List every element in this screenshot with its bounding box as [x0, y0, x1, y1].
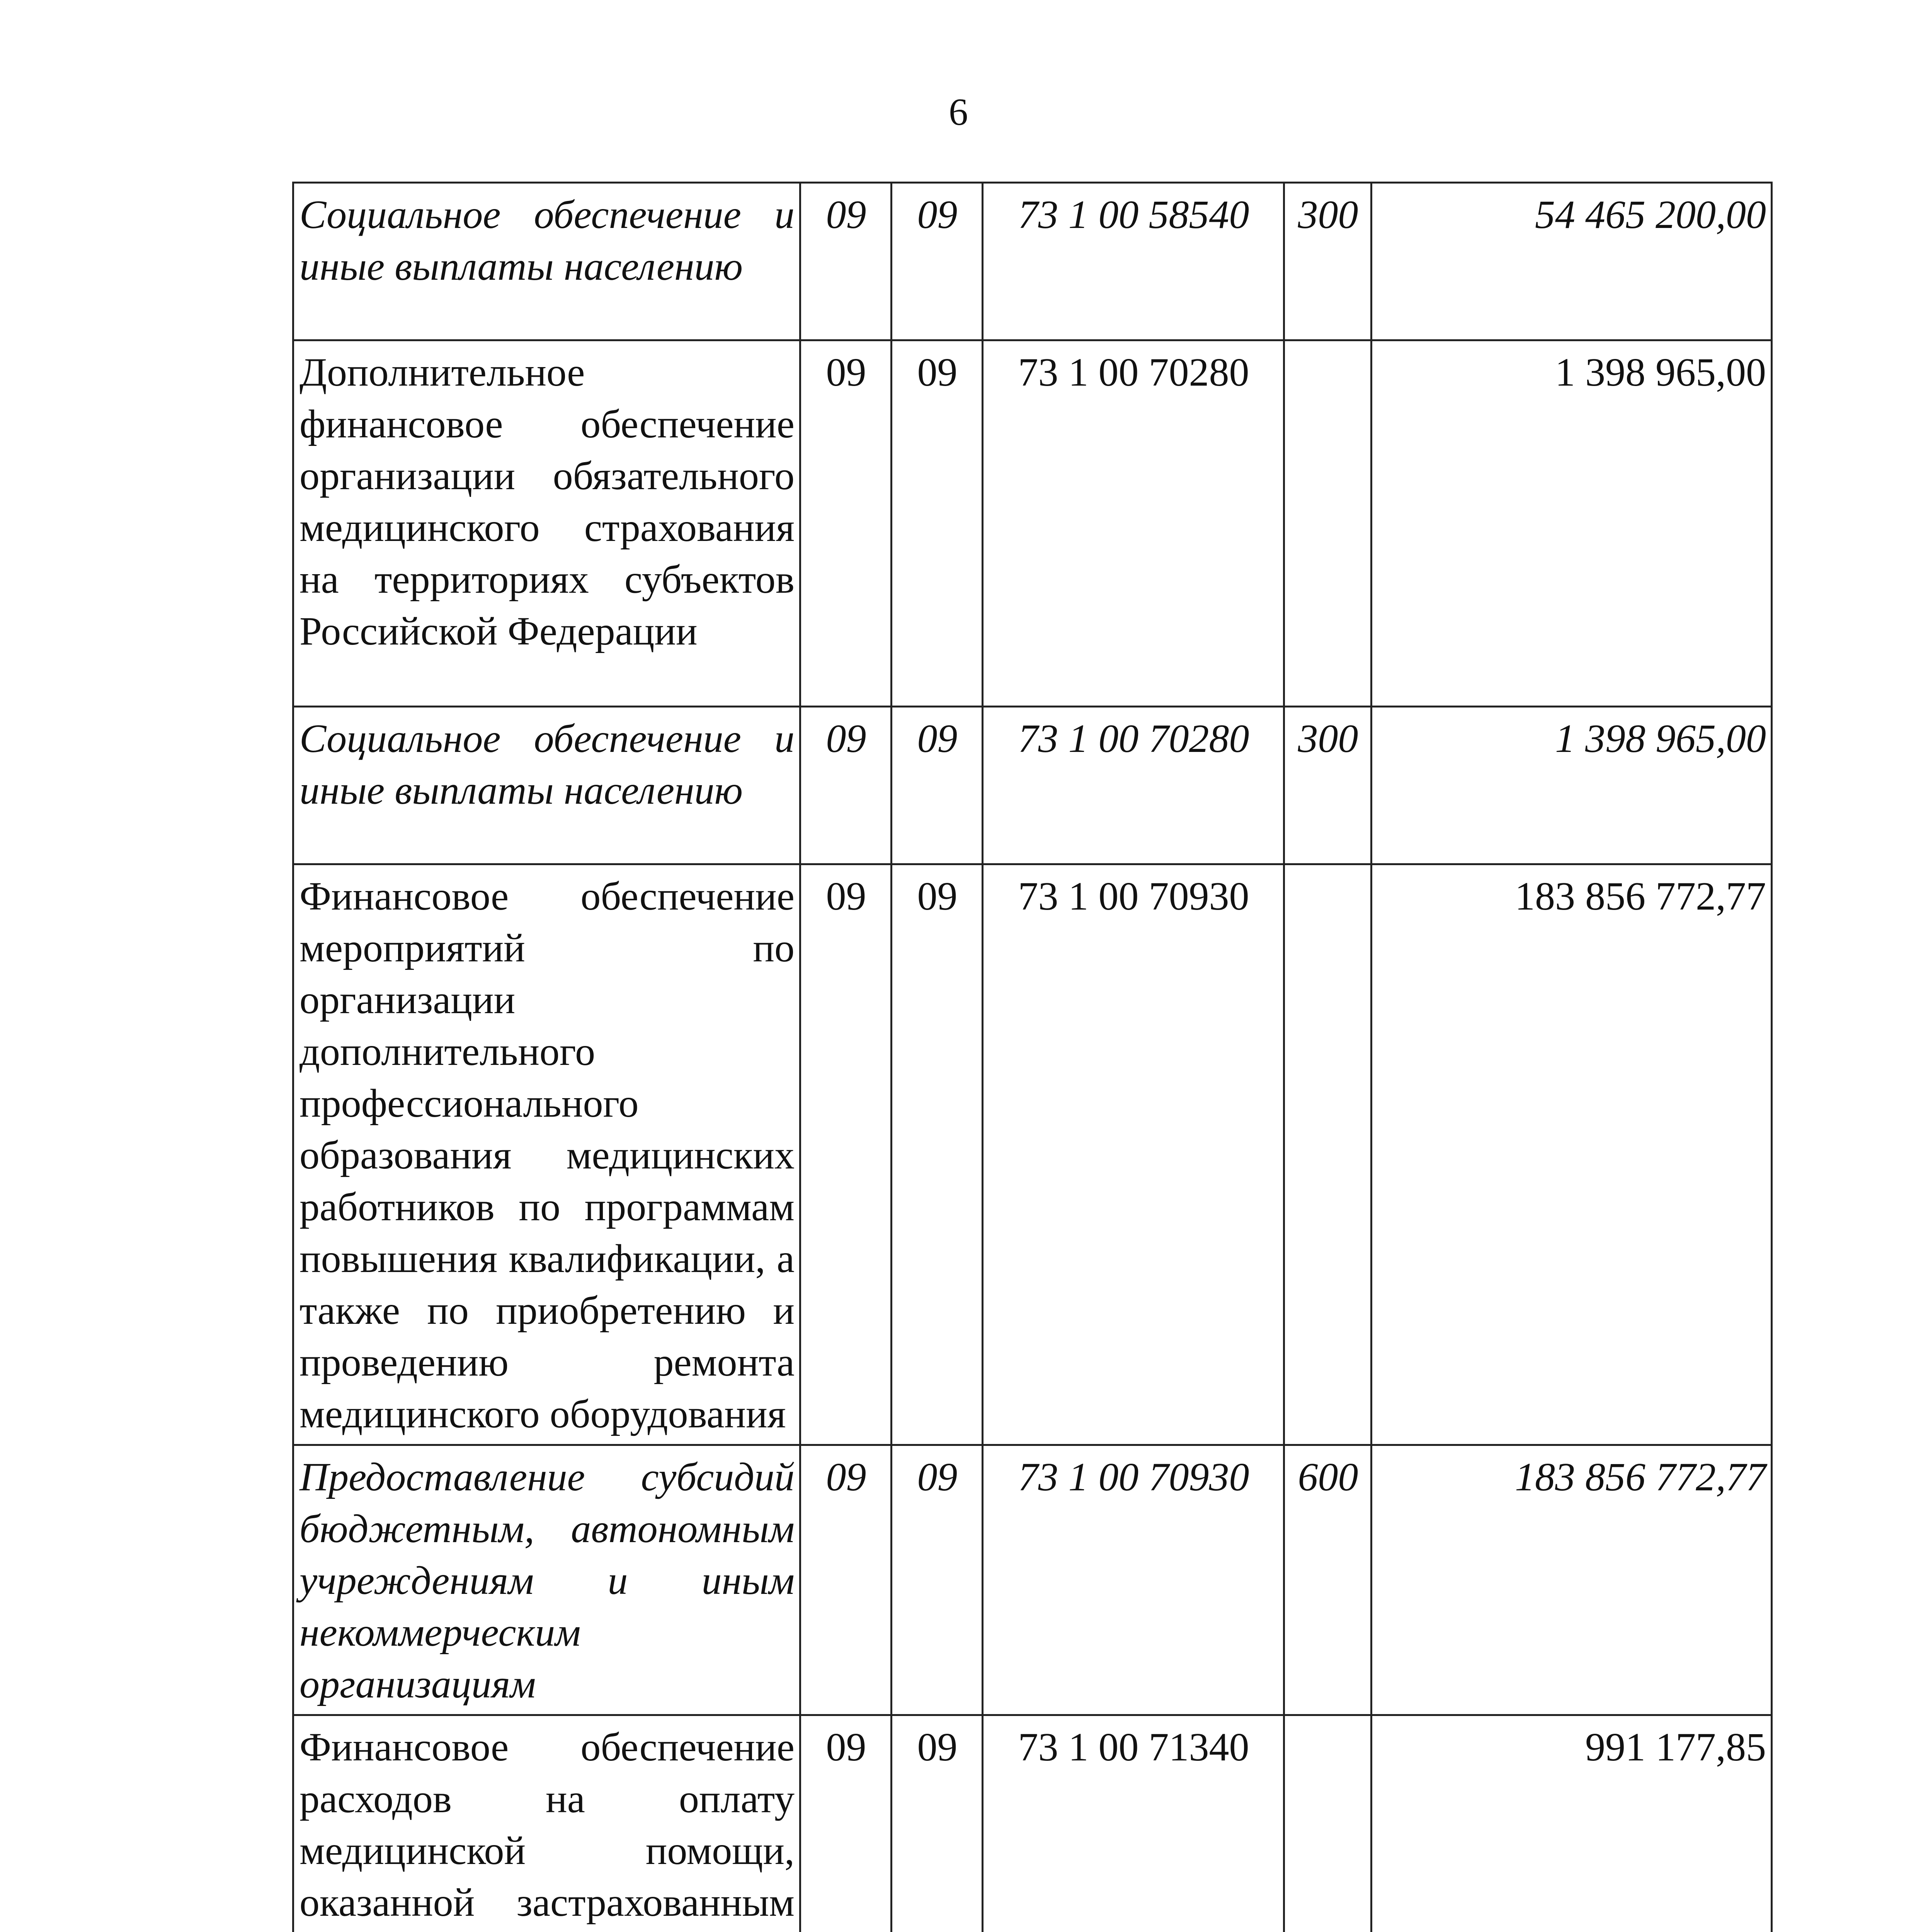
row-target: 73 1 00 71340: [983, 1715, 1284, 1932]
row-expense-type: 300: [1284, 707, 1371, 864]
row-section: 09: [800, 1445, 892, 1715]
row-subsection: 09: [892, 183, 983, 340]
row-name: Социальное обеспечение и иные выплаты населению: [293, 707, 800, 864]
row-expense-type: [1284, 340, 1371, 707]
row-name: Социальное обеспечение и иные выплаты населению: [293, 183, 800, 340]
row-expense-type: 600: [1284, 1445, 1371, 1715]
row-amount: 54 465 200,00: [1371, 183, 1772, 340]
row-name: Дополнительное финансовое обеспечение организации обязательного медицинского страхования на территориях субъектов Российской Федерации: [293, 340, 800, 707]
row-target: 73 1 00 70930: [983, 1445, 1284, 1715]
row-subsection: 09: [892, 340, 983, 707]
row-section: 09: [800, 864, 892, 1445]
row-amount: 183 856 772,77: [1371, 864, 1772, 1445]
row-name: Финансовое обеспечение мероприятий по организации дополнительного профессионального образования медицинских работников по программам повышения квалификации, а также по приобретению и проведению ремонта медицинского оборудования: [293, 864, 800, 1445]
table-row: [293, 1715, 1772, 1932]
budget-table: [292, 182, 1773, 1932]
row-subsection: 09: [892, 1715, 983, 1932]
row-amount: 1 398 965,00: [1371, 707, 1772, 864]
row-amount: 991 177,85: [1371, 1715, 1772, 1932]
row-subsection: 09: [892, 707, 983, 864]
row-target: 73 1 00 70280: [983, 340, 1284, 707]
row-amount: 183 856 772,77: [1371, 1445, 1772, 1715]
table-row: [293, 183, 1772, 340]
row-section: 09: [800, 1715, 892, 1932]
page-number: 6: [949, 90, 968, 133]
table-row: [293, 340, 1772, 707]
row-subsection: 09: [892, 864, 983, 1445]
row-name: Финансовое обеспечение расходов на оплату медицинской помощи, оказанной застрахованным: [293, 1715, 800, 1932]
row-target: 73 1 00 58540: [983, 183, 1284, 340]
row-target: 73 1 00 70280: [983, 707, 1284, 864]
row-section: 09: [800, 707, 892, 864]
row-section: 09: [800, 340, 892, 707]
row-amount: 1 398 965,00: [1371, 340, 1772, 707]
table-row: [293, 707, 1772, 864]
table-row: [293, 864, 1772, 1445]
row-expense-type: 300: [1284, 183, 1371, 340]
table-row: [293, 1445, 1772, 1715]
row-section: 09: [800, 183, 892, 340]
row-name: Предоставление субсидий бюджетным, автономным учреждениям и иным некоммерческим организациям: [293, 1445, 800, 1715]
row-target: 73 1 00 70930: [983, 864, 1284, 1445]
row-expense-type: [1284, 1715, 1371, 1932]
row-subsection: 09: [892, 1445, 983, 1715]
row-expense-type: [1284, 864, 1371, 1445]
